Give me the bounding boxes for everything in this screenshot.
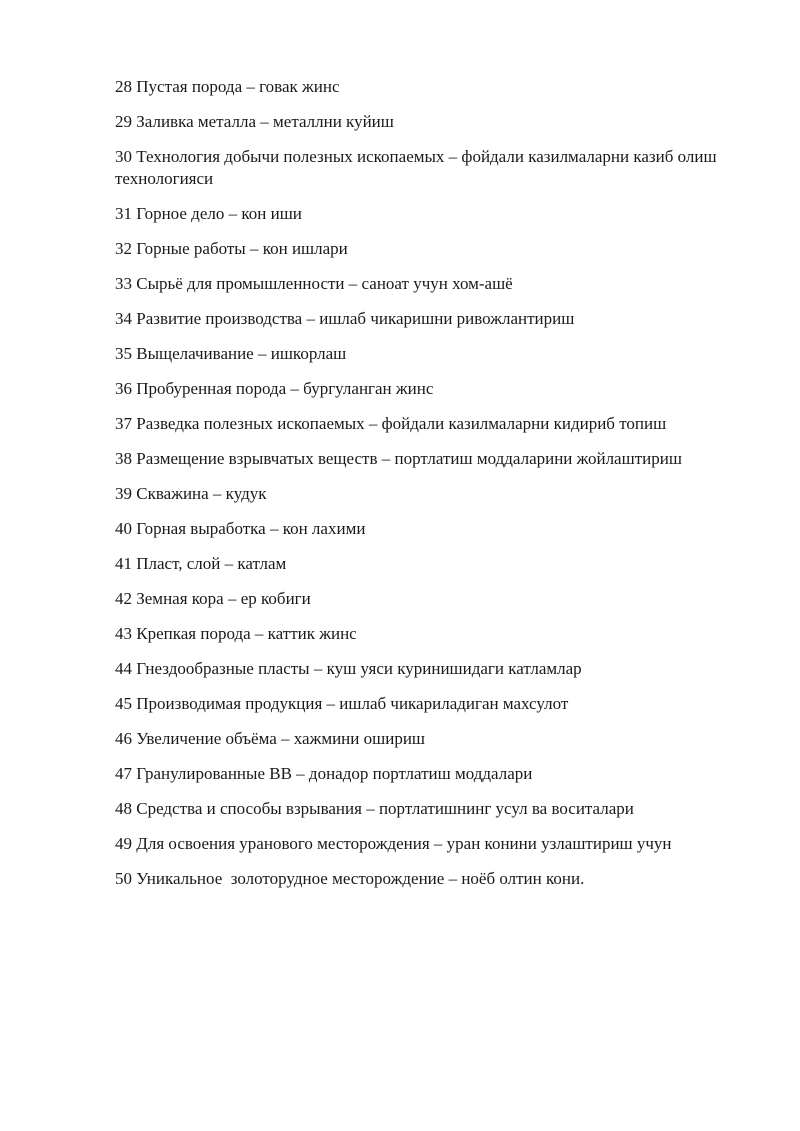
entry-text: Средства и способы взрывания – портлатишнинг усул ва воситалари <box>136 799 634 818</box>
entry-number: 49 <box>115 834 132 853</box>
entry-number: 50 <box>115 869 132 888</box>
entry-text: Заливка металла – металлни куйиш <box>136 112 394 131</box>
entry-text: Выщелачивание – ишкорлаш <box>136 344 347 363</box>
entry-text: Технология добычи полезных ископаемых – фойдали казилмаларни казиб олиш технологияси <box>115 147 717 188</box>
glossary-entry <box>115 483 745 505</box>
entry-text: Развитие производства – ишлаб чикаришни ривожлантириш <box>136 309 575 328</box>
entry-number: 47 <box>115 764 132 783</box>
glossary-entry <box>115 798 745 820</box>
glossary-entry <box>115 273 745 295</box>
entry-number: 30 <box>115 147 132 166</box>
entry-text: Горное дело – кон иши <box>136 204 302 223</box>
entry-text: Гнездообразные пласты – куш уяси куринишидаги катламлар <box>136 659 582 678</box>
entry-text: Увеличение объёма – хажмини ошириш <box>136 729 426 748</box>
entry-number: 31 <box>115 204 132 223</box>
entry-text: Уникальное золоторудное месторождение – ноёб олтин кони. <box>136 869 585 888</box>
entry-number: 42 <box>115 589 132 608</box>
entry-number: 43 <box>115 624 132 643</box>
entry-number: 35 <box>115 344 132 363</box>
glossary-list <box>115 76 745 903</box>
glossary-entry <box>115 693 745 715</box>
glossary-entry <box>115 553 745 575</box>
glossary-entry <box>115 413 745 435</box>
entry-text: Пробуренная порода – бургуланган жинс <box>136 379 434 398</box>
entry-number: 29 <box>115 112 132 131</box>
glossary-entry <box>115 76 745 98</box>
entry-text: Разведка полезных ископаемых – фойдали казилмаларни кидириб топиш <box>136 414 667 433</box>
entry-number: 36 <box>115 379 132 398</box>
entry-number: 37 <box>115 414 132 433</box>
entry-text: Земная кора – ер кобиги <box>136 589 311 608</box>
entry-text: Гранулированные ВВ – донадор портлатиш моддалари <box>136 764 533 783</box>
entry-text: Размещение взрывчатых веществ – портлатиш моддаларини жойлаштириш <box>136 449 682 468</box>
entry-text: Пустая порода – говак жинс <box>136 77 340 96</box>
glossary-entry <box>115 623 745 645</box>
entry-number: 45 <box>115 694 132 713</box>
entry-text: Пласт, слой – катлам <box>136 554 287 573</box>
entry-text: Горная выработка – кон лахими <box>136 519 366 538</box>
entry-number: 44 <box>115 659 132 678</box>
glossary-entry <box>115 763 745 785</box>
glossary-entry <box>115 448 745 470</box>
entry-text: Скважина – кудук <box>136 484 267 503</box>
entry-text: Сырьё для промышленности – саноат учун хом-ашё <box>136 274 513 293</box>
entry-number: 38 <box>115 449 132 468</box>
entry-number: 33 <box>115 274 132 293</box>
entry-text: Горные работы – кон ишлари <box>136 239 348 258</box>
glossary-entry <box>115 728 745 750</box>
entry-number: 40 <box>115 519 132 538</box>
entry-number: 48 <box>115 799 132 818</box>
entry-text: Крепкая порода – каттик жинс <box>136 624 357 643</box>
entry-number: 28 <box>115 77 132 96</box>
entry-text: Производимая продукция – ишлаб чикариладиган махсулот <box>136 694 569 713</box>
glossary-entry <box>115 343 745 365</box>
entry-text: Для освоения уранового месторождения – уран конини узлаштириш учун <box>136 834 672 853</box>
glossary-entry <box>115 238 745 260</box>
entry-number: 39 <box>115 484 132 503</box>
glossary-entry <box>115 378 745 400</box>
glossary-entry <box>115 518 745 540</box>
entry-number: 46 <box>115 729 132 748</box>
glossary-entry <box>115 868 745 890</box>
glossary-entry <box>115 308 745 330</box>
entry-number: 32 <box>115 239 132 258</box>
entry-number: 34 <box>115 309 132 328</box>
glossary-entry <box>115 203 745 225</box>
glossary-entry <box>115 588 745 610</box>
glossary-entry <box>115 833 745 855</box>
glossary-entry <box>115 146 745 190</box>
glossary-entry <box>115 658 745 680</box>
entry-number: 41 <box>115 554 132 573</box>
glossary-entry <box>115 111 745 133</box>
